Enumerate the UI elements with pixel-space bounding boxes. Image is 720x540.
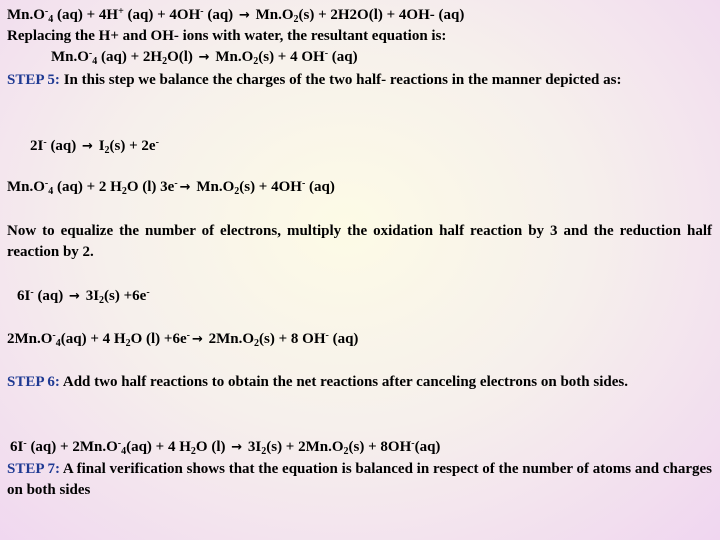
subscript: 4 <box>55 338 61 349</box>
subscript: 2 <box>104 145 110 156</box>
charge-superscript: - <box>52 330 56 341</box>
reaction-arrow-icon: → <box>231 440 243 455</box>
subscript: 2 <box>343 446 349 457</box>
charge-superscript: - <box>155 137 159 148</box>
formula-text: O (l) 3e <box>126 179 175 195</box>
formula-text: Mn.O <box>7 179 45 195</box>
step-text: In this step we balance the charges of the two half- reactions in the manner depicted as: <box>59 72 622 88</box>
reaction-arrow-icon: → <box>82 139 93 154</box>
formula-text: Mn.O <box>251 7 294 23</box>
formula-text: (s) + 2e <box>109 138 156 154</box>
equation-oxidation-half <box>30 136 712 157</box>
charge-superscript: - <box>23 438 27 449</box>
formula-text: 2Mn.O <box>204 331 255 347</box>
formula-text: O (l) +6e <box>130 331 187 347</box>
step-label: STEP 6: <box>7 374 60 390</box>
subscript: 2 <box>162 56 168 67</box>
equation-combined-reduction <box>7 5 712 26</box>
step-label: STEP 5: <box>7 72 60 88</box>
formula-text: (s) + 2H2O(l) + 4OH- (aq) <box>298 7 465 23</box>
charge-superscript: - <box>186 330 190 341</box>
formula-text: (aq) <box>328 49 358 65</box>
step-label: STEP 7: <box>7 461 60 477</box>
formula-text: (aq) + 2H <box>97 49 163 65</box>
formula-text: (aq) <box>305 179 335 195</box>
formula-text: Mn.O <box>192 179 235 195</box>
subscript: 2 <box>261 446 267 457</box>
equation-reduction-half <box>7 177 712 198</box>
formula-text: I <box>94 138 105 154</box>
reaction-arrow-icon: → <box>179 180 191 195</box>
formula-text: (aq) <box>414 439 441 455</box>
formula-text: (aq) + 2 H <box>53 179 122 195</box>
formula-text: O(l) <box>167 49 197 65</box>
reaction-arrow-icon: → <box>198 50 210 65</box>
charge-superscript: - <box>174 178 178 189</box>
formula-text: 2Mn.O <box>7 331 53 347</box>
formula-text: O (l) <box>195 439 230 455</box>
formula-text: (s) + 4OH <box>239 179 302 195</box>
equation-oxidation-multiplied <box>17 286 712 307</box>
formula-text: 3I <box>81 288 100 304</box>
subscript: 4 <box>121 446 127 457</box>
charge-superscript: - <box>88 48 93 59</box>
formula-text: (aq) <box>203 7 237 23</box>
charge-superscript: - <box>30 287 34 298</box>
subscript: 2 <box>234 186 240 197</box>
formula-text: 3I <box>244 439 262 455</box>
formula-text: (s) + 4 OH <box>258 49 325 65</box>
formula-text: (aq) <box>328 331 359 347</box>
step-7-paragraph <box>7 459 712 501</box>
subscript: 2 <box>253 56 259 67</box>
formula-text: (s) + 8 OH <box>259 331 326 347</box>
text-equalize-electrons: Now to equalize the number of electrons, multiply the oxidation half reaction by 3 and the reduction half reaction by 2. <box>7 223 712 260</box>
subscript: 2 <box>254 338 260 349</box>
equation-net-reaction <box>10 437 712 458</box>
reaction-arrow-icon: → <box>191 332 203 347</box>
formula-text: 6I <box>10 439 24 455</box>
reaction-arrow-icon: → <box>238 8 250 23</box>
charge-superscript: - <box>411 438 415 449</box>
step-text: Add two half reactions to obtain the net reactions after canceling electrons on both sides. <box>59 374 628 390</box>
formula-text: (aq) + 4H <box>53 7 119 23</box>
formula-text: (aq) <box>33 288 68 304</box>
step-5-paragraph <box>7 70 712 91</box>
reaction-arrow-icon: → <box>69 289 80 304</box>
formula-text: (s) + 8OH <box>348 439 412 455</box>
equation-resultant <box>51 47 712 68</box>
equation-reduction-multiplied <box>7 329 712 350</box>
charge-superscript: - <box>117 438 122 449</box>
charge-superscript: - <box>44 178 49 189</box>
formula-text: (aq) + 4 H <box>126 439 191 455</box>
charge-superscript: - <box>325 330 329 341</box>
formula-text: Mn.O <box>211 49 254 65</box>
subscript: 4 <box>48 186 54 197</box>
subscript: 2 <box>293 14 299 25</box>
charge-superscript: - <box>301 178 306 189</box>
formula-text: (s) + 2Mn.O <box>266 439 344 455</box>
charge-superscript: - <box>324 48 329 59</box>
formula-text: Mn.O <box>7 7 45 23</box>
charge-superscript: - <box>44 6 49 17</box>
charge-superscript: - <box>200 6 204 17</box>
subscript: 2 <box>125 338 131 349</box>
formula-text: 2I <box>30 138 44 154</box>
step-6-paragraph <box>7 372 712 393</box>
text-replacing-ions: Replacing the H+ and OH- ions with water, the resultant equation is: <box>7 28 447 44</box>
formula-text: (aq) + 2Mn.O <box>26 439 118 455</box>
formula-text: (aq) + 4 H <box>60 331 126 347</box>
subscript: 2 <box>99 295 105 306</box>
formula-text: Mn.O <box>51 49 89 65</box>
formula-text: (aq) + 4OH <box>123 7 201 23</box>
subscript: 4 <box>92 56 98 67</box>
charge-superscript: - <box>146 287 150 298</box>
formula-text: (s) +6e <box>104 288 147 304</box>
charge-superscript: - <box>43 137 47 148</box>
formula-text: (aq) <box>46 138 81 154</box>
subscript: 2 <box>190 446 196 457</box>
formula-text: 6I <box>17 288 31 304</box>
subscript: 2 <box>121 186 127 197</box>
step-text: A final verification shows that the equation is balanced in respect of the number of atoms and charges on both sides <box>7 461 712 498</box>
charge-superscript: + <box>118 6 124 17</box>
subscript: 4 <box>48 14 54 25</box>
